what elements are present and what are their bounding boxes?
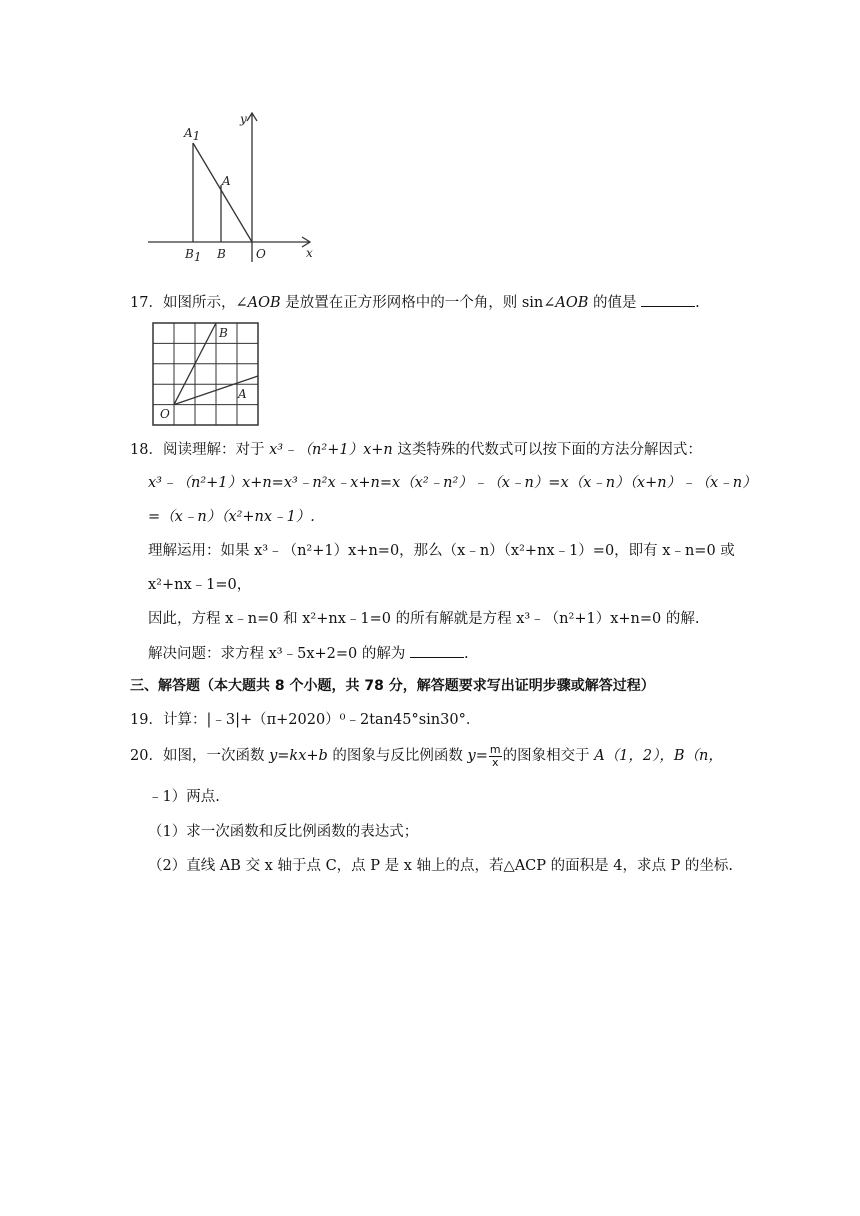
label-a: A — [222, 174, 231, 188]
grid-label-a: A — [238, 387, 247, 401]
section-3-heading: 三、解答题（本大题共 8 个小题，共 78 分，解答题要求写出证明步骤或解答过程） — [130, 678, 655, 694]
question-18-solve: 解决问题：求方程 x³﹣5x+2=0 的解为 . — [148, 643, 469, 664]
question-18-apply-1: 理解运用：如果 x³﹣（n²+1）x+n=0，那么（x﹣n）（x²+nx﹣1）=0，即有 x﹣n=0 或 — [148, 543, 735, 559]
question-20-line-1: 20．如图，一次函数 y=kx+b 的图象与反比例函数 y= $\frac{m}{x}$ 的图象相交于 A（1，2），B（n， — [130, 742, 723, 769]
question-19: 19．计算：|﹣3|+（π+2020）⁰﹣2tan45°sin30°． — [130, 712, 481, 728]
question-number: 20． — [130, 748, 163, 764]
question-18-derivation-2: =（x﹣n）（x²+nx﹣1）. — [148, 509, 315, 525]
question-20-sub-1: （1）求一次函数和反比例函数的表达式； — [148, 824, 419, 840]
label-x: x — [306, 246, 313, 260]
question-18-therefore: 因此，方程 x﹣n=0 和 x²+nx﹣1=0 的所有解就是方程 x³﹣（n²+1）x+n=0 的解. — [148, 611, 700, 627]
label-o: O — [256, 247, 266, 261]
figure-q16-coordinate-diagram — [140, 105, 325, 265]
question-number: 18． — [130, 442, 163, 458]
question-18-intro: 18．阅读理解：对于 x³﹣（n²+1）x+n 这类特殊的代数式可以按下面的方法分解因式： — [130, 442, 702, 458]
label-b1: B1 — [185, 247, 202, 264]
label-b: B — [217, 247, 226, 261]
segment-a1o — [193, 143, 252, 242]
question-20-line-2: ﹣1）两点. — [148, 789, 220, 805]
question-17: 17．如图所示，∠AOB 是放置在正方形网格中的一个角，则 sin∠AOB 的值是 . — [130, 292, 700, 313]
answer-blank[interactable] — [641, 292, 695, 307]
question-20-sub-2: （2）直线 AB 交 x 轴于点 C，点 P 是 x 轴上的点，若△ACP 的面积是 4，求点 P 的坐标. — [148, 858, 734, 874]
label-y: y — [240, 112, 247, 126]
grid-label-b: B — [219, 326, 228, 340]
question-number: 17． — [130, 295, 163, 311]
question-18-derivation-1: x³﹣（n²+1）x+n=x³﹣n²x﹣x+n=x（x²﹣n²）﹣（x﹣n）=x（x﹣n）（x+n）﹣（x﹣n） — [148, 475, 757, 491]
fraction-m-over-x: $\frac{m}{x}$ — [489, 742, 501, 769]
label-a1: A1 — [184, 126, 201, 143]
figure-q17-grid — [150, 320, 262, 428]
answer-blank[interactable] — [410, 643, 464, 658]
grid-label-o: O — [160, 407, 170, 421]
question-number: 19． — [130, 712, 163, 728]
question-18-apply-2: x²+nx﹣1=0， — [148, 577, 252, 593]
